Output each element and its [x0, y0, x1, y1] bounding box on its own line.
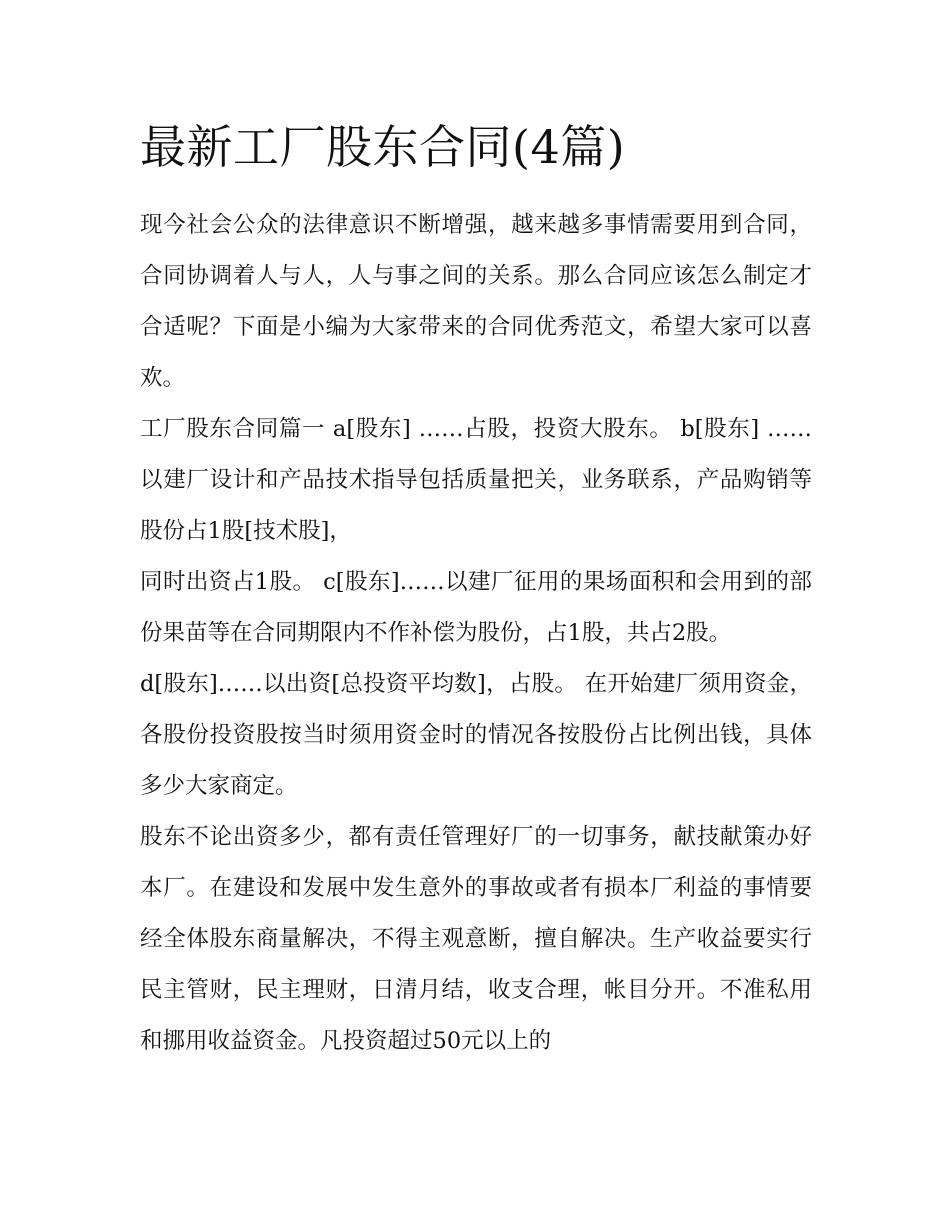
contract-paragraph-1: 工厂股东合同篇一 a[股东] ……占股，投资大股东。 b[股东] ……以建厂设计和产品技术指导包括质量把关，业务联系，产品购销等股份占1股[技术股]，: [140, 416, 812, 544]
document-title: 最新工厂股东合同(4篇): [140, 120, 626, 174]
contract-paragraph-3: d[股东]……以出资[总投资平均数]，占股。 在开始建厂须用资金，各股份投资股按当时须用资金时的情况各按股份占比例出钱，具体多少大家商定。: [140, 671, 812, 799]
intro-paragraph: 现今社会公众的法律意识不断增强，越来越多事情需要用到合同，合同协调着人与人，人与事之间的关系。那么合同应该怎么制定才合适呢？下面是小编为大家带来的合同优秀范文，希望大家可以喜欢。: [140, 212, 812, 391]
document-page: [140, 112, 812, 1067]
contract-paragraph-2: 同时出资占1股。 c[股东]……以建厂征用的果场面积和会用到的部份果苗等在合同期限内不作补偿为股份，占1股，共占2股。: [140, 569, 812, 646]
contract-paragraph-4: 股东不论出资多少，都有责任管理好厂的一切事务，献技献策办好本厂。在建设和发展中发生意外的事故或者有损本厂利益的事情要经全体股东商量解决，不得主观意断，擅自解决。生产收益要实行民主管财，民主理财，日清月结，收支合理，帐目分开。不准私用和挪用收益资金。凡投资超过50元以上的: [140, 824, 812, 1054]
